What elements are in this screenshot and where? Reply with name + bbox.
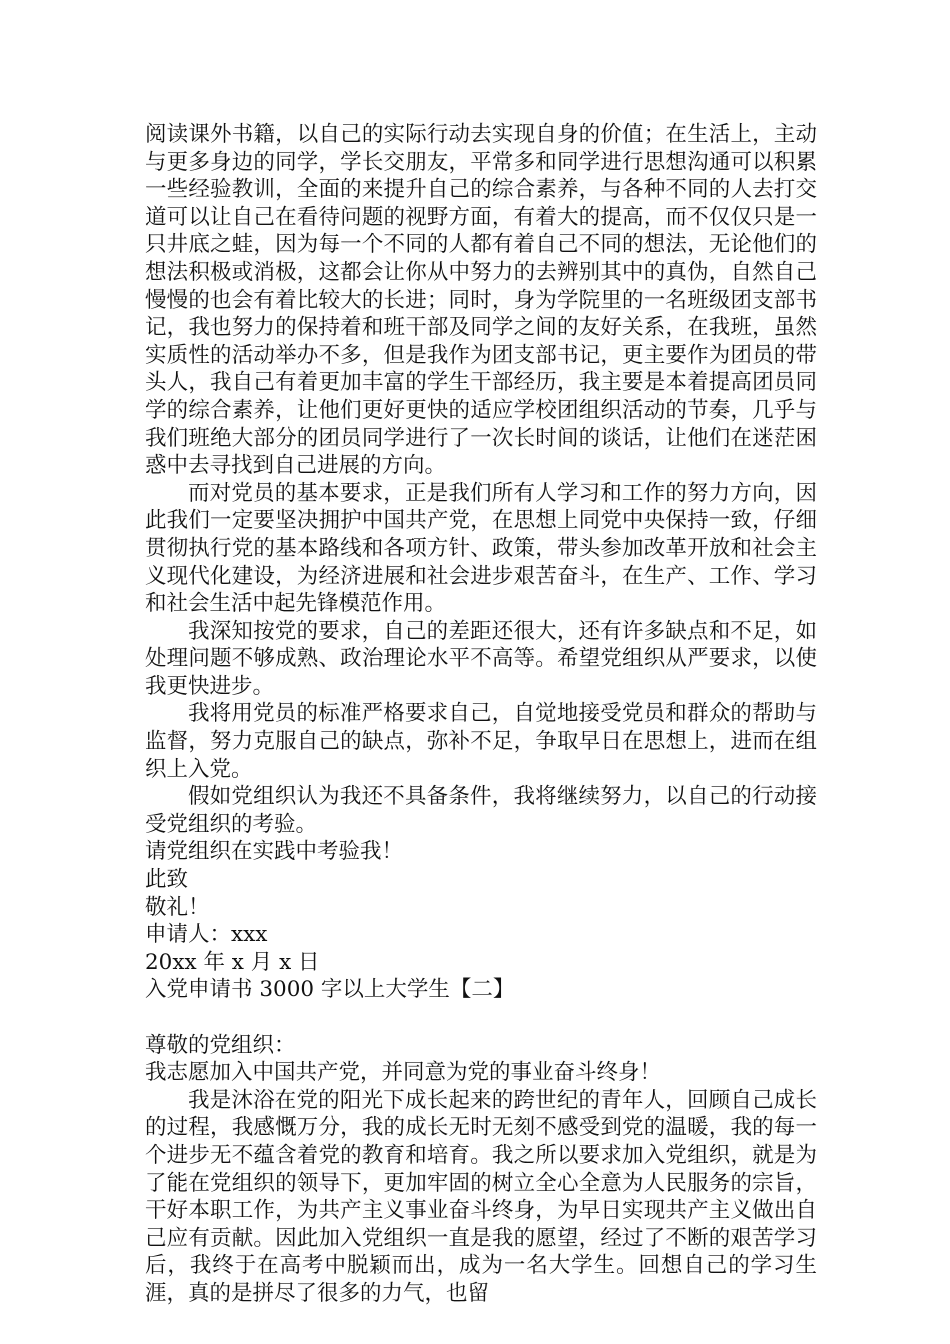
closing-cizhi: 此致 bbox=[145, 867, 189, 893]
paragraph-continued: 阅读课外书籍，以自己的实际行动去实现自身的价值；在生活上，主动与更多身边的同学，学长交朋友，平常多和同学进行思想沟通可以积累一些经验教训，全面的来提升自己的综合素养，与各种不同的人去打交道可以让自己在看待问题的视野方面，有着大的提高，而不仅仅只是一只井底之蛙，因为每一个不同的人都有着自己不同的想法，无论他们的想法积极或消极，这都会让你从中努力的去辨别其中的真伪，自然自己慢慢的也会有着比较大的长进；同时，身为学院里的一名班级团支部书记，我也努力的保持着和班干部及同学之间的友好关系，在我班，虽然实质性的活动举办不多，但是我作为团支部书记，更主要作为团员的带头人，我自己有着更加丰富的学生干部经历，我主要是本着提高团员同学的综合素养，让他们更好更快的适应学校团组织活动的节奏，几乎与我们班绝大部分的团员同学进行了一次长时间的谈话，让他们在迷茫困惑中去寻找到自己进展的方向。 bbox=[145, 122, 817, 479]
paragraph-party-requirements: 而对党员的基本要求，正是我们所有人学习和工作的努力方向，因此我们一定要坚决拥护中国共产党，在思想上同党中央保持一致，仔细贯彻执行党的基本路线和各项方针、政策，带头参加改革开放和社会主义现代化建设，为经济进展和社会进步艰苦奋斗，在生产、工作、学习和社会生活中起先锋模范作用。 bbox=[145, 480, 817, 617]
closing-test-line: 请党组织在实践中考验我！ bbox=[145, 839, 404, 865]
paragraph-self-gap: 我深知按党的要求，自己的差距还很大，还有许多缺点和不足，如处理问题不够成熟、政治理论水平不高等。希望党组织从严要求，以使我更快进步。 bbox=[145, 618, 817, 699]
closing-jingli: 敬礼！ bbox=[145, 894, 210, 920]
blank-line bbox=[145, 1004, 817, 1032]
paragraph-growth: 我是沐浴在党的阳光下成长起来的跨世纪的青年人，回顾自己成长的过程，我感慨万分，我的成长无时无刻不感受到党的温暖，我的每一个进步无不蕴含着党的教育和培育。我之所以要求加入党组织，就是为了能在党组织的领导下，更加牢固的树立全心全意为人民服务的宗旨，干好本职工作，为共产主义事业奋斗终身，为早日实现共产主义做出自己应有贡献。因此加入党组织一直是我的愿望，经过了不断的艰苦学习后，我终于在高考中脱颖而出，成为一名大学生。回想自己的学习生涯，真的是拼尽了很多的力气，也留 bbox=[145, 1087, 817, 1306]
document-body bbox=[145, 121, 817, 1308]
volunteer-statement: 我志愿加入中国共产党，并同意为党的事业奋斗终身！ bbox=[145, 1060, 662, 1086]
application-date: 20xx 年 x 月 x 日 bbox=[145, 949, 320, 975]
salutation: 尊敬的党组织： bbox=[145, 1032, 296, 1058]
section-title: 入党申请书 3000 字以上大学生【二】 bbox=[145, 977, 515, 1003]
paragraph-member-standard: 我将用党员的标准严格要求自己，自觉地接受党员和群众的帮助与监督，努力克服自己的缺点，弥补不足，争取早日在思想上，进而在组织上入党。 bbox=[145, 701, 817, 782]
paragraph-if-not-qualified: 假如党组织认为我还不具备条件，我将继续努力，以自己的行动接受党组织的考验。 bbox=[145, 784, 817, 837]
applicant-signature: 申请人：xxx bbox=[145, 922, 268, 948]
